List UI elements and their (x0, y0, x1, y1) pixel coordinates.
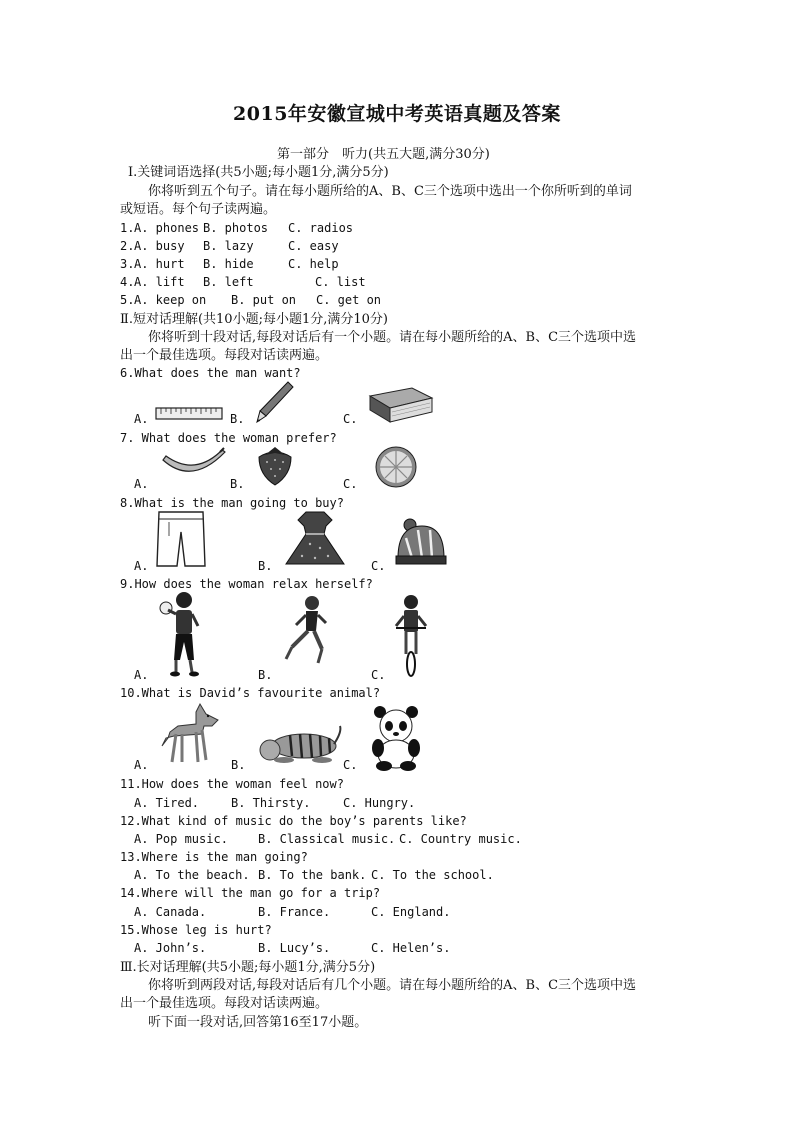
q6-option-a-label: A. (134, 412, 149, 426)
q14-option-c: C. England. (371, 905, 451, 919)
item-5-option-a: A. keep on (134, 293, 207, 307)
item-3-option-c: C. help (288, 257, 339, 271)
q11-option-b: B. Thirsty. (231, 796, 311, 810)
item-2-option-b: B. lazy (203, 239, 254, 253)
q11-option-c: C. Hungry. (343, 796, 416, 810)
item-1-number: 1. (120, 221, 135, 235)
dress-icon (280, 510, 350, 568)
question-6: 6.What does the man want? (120, 366, 301, 380)
ruler-icon (155, 406, 223, 422)
item-4-option-c: C. list (315, 275, 366, 289)
question-14: 14.Where will the man go for a trip? (120, 886, 381, 900)
question-7: 7. What does the woman prefer? (120, 431, 337, 445)
running-girl-icon (282, 595, 332, 667)
q8-option-c-label: C. (371, 559, 386, 573)
q6-option-b-label: B. (230, 412, 245, 426)
q11-option-a: A. Tired. (134, 796, 200, 810)
strawberry-icon (253, 445, 297, 487)
book-icon (366, 386, 434, 426)
item-4-number: 4. (120, 275, 135, 289)
section-3-dialogue-note: 听下面一段对话,回答第16至17小题。 (148, 1015, 368, 1030)
item-3-number: 3. (120, 257, 135, 271)
item-3-option-b: B. hide (203, 257, 254, 271)
q10-option-b-label: B. (231, 758, 246, 772)
item-1-option-b: B. photos (203, 221, 269, 235)
section-1-instructions: 你将听到五个句子。请在每小题所给的A、B、C三个选项中选出一个你所听到的单词 (148, 184, 632, 199)
q7-option-b-label: B. (230, 477, 245, 491)
item-4-option-a: A. lift (134, 275, 185, 289)
q9-option-c-label: C. (371, 668, 386, 682)
hat-icon (392, 518, 450, 568)
tiger-icon (254, 722, 342, 764)
section-1-instructions-cont: 或短语。每个句子读两遍。 (120, 202, 277, 217)
section-2-instructions-cont: 出一个最佳选项。每段对话读两遍。 (120, 348, 329, 363)
section-1-heading: Ⅰ.关键词语选择(共5小题;每小题1分,满分5分) (128, 165, 389, 180)
q15-option-c: C. Helen’s. (371, 941, 451, 955)
q9-option-a-label: A. (134, 668, 149, 682)
wolf-icon (156, 700, 222, 766)
q8-option-a-label: A. (134, 559, 149, 573)
item-5-number: 5. (120, 293, 135, 307)
question-8: 8.What is the man going to buy? (120, 496, 344, 510)
q15-option-a: A. John’s. (134, 941, 207, 955)
item-3-option-a: A. hurt (134, 257, 185, 271)
q6-option-c-label: C. (343, 412, 358, 426)
item-1-option-a: A. phones (134, 221, 200, 235)
q10-option-a-label: A. (134, 758, 149, 772)
q7-option-a-label: A. (134, 477, 149, 491)
section-3-heading: Ⅲ.长对话理解(共5小题;每小题1分,满分5分) (120, 960, 376, 975)
q12-option-c: C. Country music. (399, 832, 522, 846)
question-10: 10.What is David’s favourite animal? (120, 686, 381, 700)
q15-option-b: B. Lucy’s. (258, 941, 331, 955)
q8-option-b-label: B. (258, 559, 273, 573)
q13-option-c: C. To the school. (371, 868, 494, 882)
question-15: 15.Whose leg is hurt? (120, 923, 272, 937)
section-2-heading: Ⅱ.短对话理解(共10小题;每小题1分,满分10分) (120, 312, 388, 327)
q13-option-a: A. To the beach. (134, 868, 250, 882)
question-13: 13.Where is the man going? (120, 850, 308, 864)
q7-option-c-label: C. (343, 477, 358, 491)
question-11: 11.How does the woman feel now? (120, 777, 344, 791)
cycling-girl-icon (394, 594, 428, 678)
q14-option-a: A. Canada. (134, 905, 207, 919)
question-12: 12.What kind of music do the boy’s parents like? (120, 814, 467, 828)
banana-icon (160, 446, 228, 482)
item-2-option-c: C. easy (288, 239, 339, 253)
page-title: 2015年安徽宣城中考英语真题及答案 (233, 103, 561, 125)
section-3-instructions-cont: 出一个最佳选项。每段对话读两遍。 (120, 996, 329, 1011)
q12-option-b: B. Classical music. (258, 832, 396, 846)
q14-option-b: B. France. (258, 905, 331, 919)
pencil-icon (254, 380, 294, 426)
shorts-icon (155, 510, 207, 570)
item-2-option-a: A. busy (134, 239, 185, 253)
section-2-instructions: 你将听到十段对话,每段对话后有一个小题。请在每小题所给的A、B、C三个选项中选 (148, 330, 637, 345)
panda-icon (368, 704, 426, 772)
q13-option-b: B. To the bank. (258, 868, 367, 882)
q9-option-b-label: B. (258, 668, 273, 682)
section-3-instructions: 你将听到两段对话,每段对话后有几个小题。请在每小题所给的A、B、C三个选项中选 (148, 978, 637, 993)
item-2-number: 2. (120, 239, 135, 253)
part-heading: 第一部分 听力(共五大题,满分30分) (277, 147, 490, 162)
question-9: 9.How does the woman relax herself? (120, 577, 373, 591)
item-5-option-b: B. put on (231, 293, 297, 307)
volleyball-girl-icon (158, 590, 208, 678)
item-5-option-c: C. get on (316, 293, 382, 307)
q10-option-c-label: C. (343, 758, 358, 772)
orange-slice-icon (372, 445, 420, 489)
item-1-option-c: C. radios (288, 221, 354, 235)
q12-option-a: A. Pop music. (134, 832, 228, 846)
item-4-option-b: B. left (203, 275, 254, 289)
